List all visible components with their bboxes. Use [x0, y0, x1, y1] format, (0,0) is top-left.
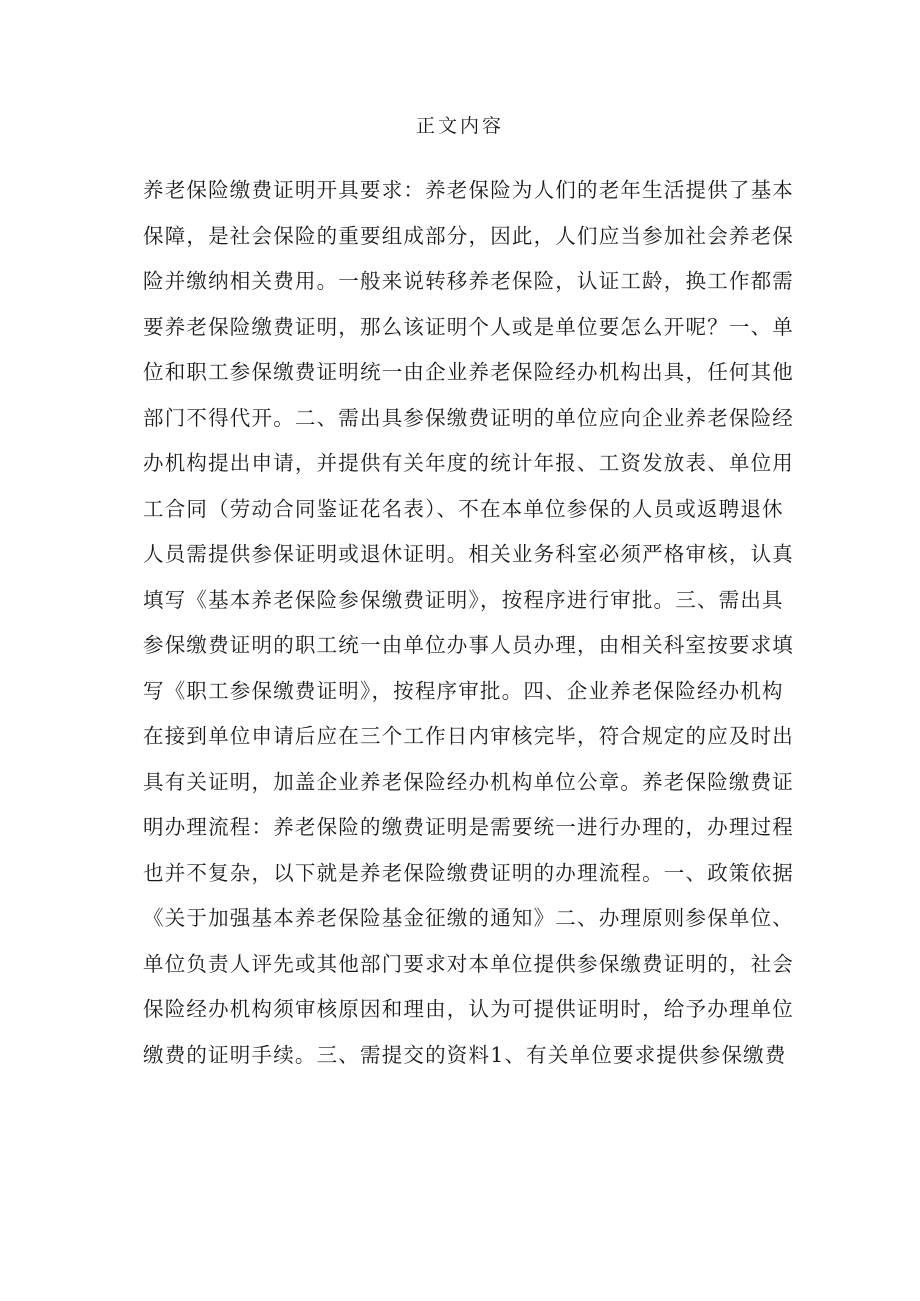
text-line-19: 保险经办机构须审核原因和理由，认为可提供证明时，给予办理单位 [143, 997, 794, 1021]
text-line-9: 人员需提供参保证明或退休证明。相关业务科室必须严格审核，认真 [143, 542, 794, 566]
text-line-18: 单位负责人评先或其他部门要求对本单位提供参保缴费证明的，社会 [143, 951, 794, 976]
text-line-15: 明办理流程：养老保险的缴费证明是需要统一进行办理的，办理过程 [143, 815, 794, 839]
text-line-13: 在接到单位申请后应在三个工作日内审核完毕，符合规定的应及时出 [143, 724, 794, 748]
text-line-7: 办机构提出申请，并提供有关年度的统计年报、工资发放表、单位用 [143, 451, 794, 475]
text-line-1: 养老保险缴费证明开具要求：养老保险为人们的老年生活提供了基本 [143, 178, 794, 202]
text-line-11: 参保缴费证明的职工统一由单位办事人员办理，由相关科室按要求填 [143, 633, 794, 657]
text-line-6: 部门不得代开。二、需出具参保缴费证明的单位应向企业养老保险经 [143, 405, 794, 430]
body-paragraph [143, 168, 794, 1078]
text-line-17: 《关于加强基本养老保险基金征缴的通知》二、办理原则参保单位、 [143, 906, 794, 930]
text-line-20: 缴费的证明手续。三、需提交的资料1、有关单位要求提供参保缴费 [143, 1042, 787, 1067]
text-line-10: 填写《基本养老保险参保缴费证明》，按程序进行审批。三、需出具 [143, 587, 784, 612]
text-line-16: 也并不复杂，以下就是养老保险缴费证明的办理流程。一、政策依据 [143, 860, 794, 885]
text-line-8: 工合同（劳动合同鉴证花名表）、不在本单位参保的人员或返聘退休 [143, 496, 784, 521]
text-line-3: 险并缴纳相关费用。一般来说转移养老保险，认证工龄，换工作都需 [143, 269, 794, 293]
text-line-2: 保障，是社会保险的重要组成部分，因此，人们应当参加社会养老保 [143, 223, 794, 248]
page-title: 正文内容 [415, 115, 504, 137]
text-line-4: 要养老保险缴费证明，那么该证明个人或是单位要怎么开呢？一、单 [143, 314, 794, 339]
text-line-12: 写《职工参保缴费证明》，按程序审批。四、企业养老保险经办机构 [143, 678, 784, 703]
text-line-5: 位和职工参保缴费证明统一由企业养老保险经办机构出具，任何其他 [143, 360, 794, 384]
text-line-14: 具有关证明，加盖企业养老保险经办机构单位公章。养老保险缴费证 [143, 769, 794, 794]
